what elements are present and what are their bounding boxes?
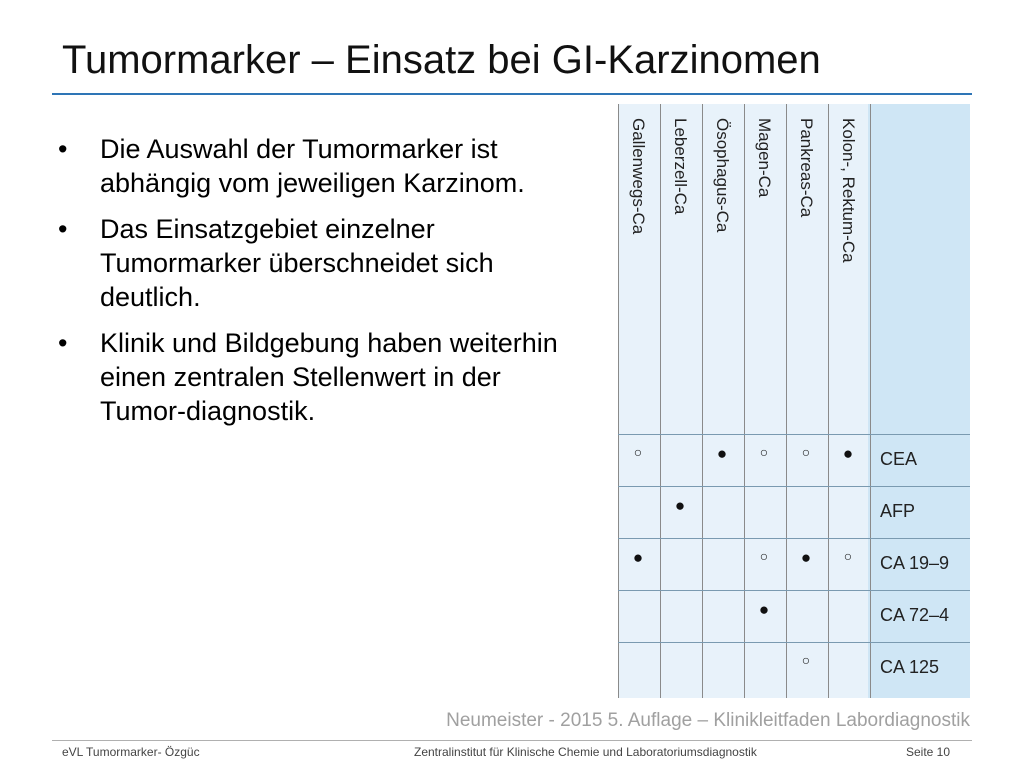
bullet-text: Die Auswahl der Tumormarker ist abhängig vom jeweiligen Karzinom. [100,134,525,198]
filled-dot-marker: ● [674,496,686,515]
marker-label: CA 72–4 [880,605,950,625]
column-header [786,118,826,428]
marker-label: CA 19–9 [880,553,950,573]
bullet-dot: • [58,134,68,164]
bullet-text: Klinik und Bildgebung haben weiterhin einen zentralen Stellenwert in der Tumor-diagnostik. [100,328,558,426]
column-header [660,118,700,428]
filled-dot-marker: ● [632,548,644,567]
table-column-divider [870,104,871,698]
column-header-label: Kolon-, Rektum-Ca [839,118,858,263]
marker-label: CA 125 [880,657,940,677]
footer-divider [52,740,972,741]
table-row-divider [618,642,970,643]
slide-title: Tumormarker – Einsatz bei GI-Karzinomen [62,38,821,82]
open-circle-marker: ○ [801,652,811,668]
table-row-divider [618,538,970,539]
bullet-text: Das Einsatzgebiet einzelner Tumormarker überschneidet sich deutlich. [100,214,494,312]
open-circle-marker: ○ [759,548,769,564]
column-header-label: Pankreas-Ca [797,118,816,218]
footer-left: eVL Tumormarker- Özgüc [62,745,200,759]
column-header-label: Leberzell-Ca [671,118,690,215]
column-header-label: Gallenwegs-Ca [629,118,648,235]
column-header [702,118,742,428]
filled-dot-marker: ● [716,444,728,463]
column-header [618,118,658,428]
footer-center: Zentralinstitut für Klinische Chemie und Laboratoriumsdiagnostik [414,745,757,759]
column-header [828,118,868,428]
marker-label: CEA [880,449,918,469]
column-header-label: Magen-Ca [755,118,774,198]
source-citation: Neumeister - 2015 5. Auflage – Klinikleitfaden Labordiagnostik [446,710,970,731]
table-row-divider [618,590,970,591]
bullet-list [58,132,578,440]
table-row-divider [618,434,970,435]
bullet-dot: • [58,214,68,244]
title-divider [52,93,972,95]
table-row-divider [618,486,970,487]
marker-label: AFP [880,501,916,521]
filled-dot-marker: ● [800,548,812,567]
column-header [744,118,784,428]
tumor-marker-table [618,104,970,698]
bullet-item [58,326,578,428]
bullet-dot: • [58,328,68,358]
filled-dot-marker: ● [842,444,854,463]
open-circle-marker: ○ [843,548,853,564]
open-circle-marker: ○ [801,444,811,460]
bullet-item [58,212,578,314]
filled-dot-marker: ● [758,600,770,619]
open-circle-marker: ○ [759,444,769,460]
footer-page-number: Seite 10 [906,745,951,759]
column-header-label: Ösophagus-Ca [713,118,732,233]
bullet-item [58,132,578,200]
open-circle-marker: ○ [633,444,643,460]
